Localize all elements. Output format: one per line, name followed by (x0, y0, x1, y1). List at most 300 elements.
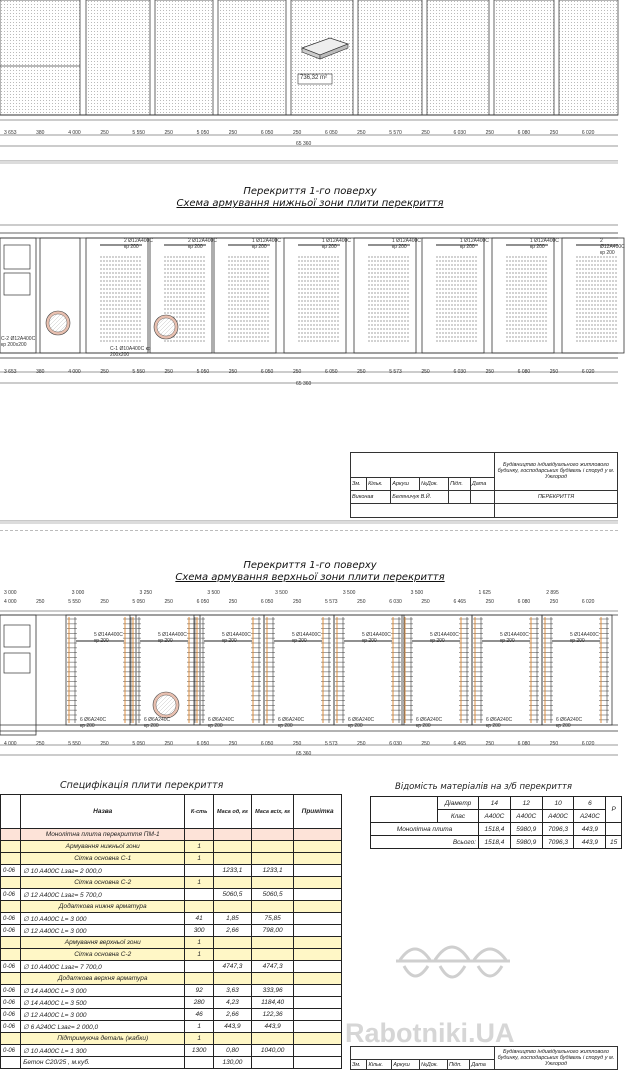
bar-step: кр 200 (392, 244, 407, 250)
bar-callouts (0, 632, 618, 652)
bar-mark: 5 Ø14A400C (94, 632, 123, 638)
table-row (1, 865, 342, 877)
table-cell: ∅ 10 A400C Lзаг= 7 700,0 (21, 961, 185, 973)
bar-mark: 1 Ø12A400C (530, 238, 559, 244)
table-cell (294, 925, 342, 937)
table-cell: ∅ 12 A400C L= 3 000 (21, 1009, 185, 1021)
table-row (1, 913, 342, 925)
bar-callout (348, 717, 374, 729)
dimension-label: 3 500 (410, 590, 424, 596)
table-cell (294, 1057, 342, 1069)
mat-cell: 1518,4 (479, 823, 511, 836)
dimension-label: 6 080 (517, 599, 531, 605)
table-cell: ∅ 12 A400C L= 3 000 (21, 925, 185, 937)
dimension-label: 3 653 (4, 369, 17, 375)
table-cell (1, 1033, 21, 1045)
bar-step: кр 200 (430, 638, 445, 644)
dimension-label: 6 465 (453, 599, 466, 605)
table-cell (294, 1045, 342, 1057)
table-cell (251, 841, 293, 853)
dimension-label: 6 080 (517, 130, 531, 136)
dimension-label: 250 (357, 741, 366, 747)
divider (0, 520, 618, 524)
table-row (1, 1057, 342, 1069)
table-cell (294, 1009, 342, 1021)
dimension-label: 250 (100, 599, 109, 605)
bar-callout (80, 717, 106, 729)
dimension-label: 6 050 (196, 599, 210, 605)
total-dimension: 65 360 (296, 751, 312, 757)
table-cell: 5060,5 (213, 889, 251, 901)
bar-callout (208, 717, 234, 729)
bar-mark: 5 Ø14A400C (500, 632, 529, 638)
divider-dashes (0, 530, 618, 532)
table-cell (294, 901, 342, 913)
table-row (1, 901, 342, 913)
table-cell: 0,80 (213, 1045, 251, 1057)
table-row (1, 925, 342, 937)
table-cell (185, 889, 214, 901)
bar-step: кр 200 (322, 244, 337, 250)
bar-mark: 6 Ø6A240C (144, 717, 171, 723)
table-cell: Підтримуюча деталь (жабки) (21, 1033, 185, 1045)
bar-callout (570, 632, 599, 644)
bar-callout (278, 717, 304, 729)
table-cell (294, 937, 342, 949)
bar-callout (144, 717, 170, 729)
table-cell (251, 937, 293, 949)
table-cell: ∅ 10 A400C L= 1 300 (21, 1045, 185, 1057)
dimension-label: 5 550 (68, 599, 81, 605)
extra-head: Р (606, 797, 622, 823)
dimension-label: 6 050 (260, 130, 274, 136)
bar-step: кр 200 (500, 638, 515, 644)
table-cell: 130,00 (213, 1057, 251, 1069)
stamp-header: Підп. (448, 1060, 470, 1070)
table-cell: 0-06 (1, 925, 21, 937)
table-cell (213, 1033, 251, 1045)
bar-callout (530, 238, 559, 250)
bar-step: кр 200 (208, 723, 223, 729)
stamp-header: №Док. (419, 1060, 447, 1070)
dimension-label: 250 (421, 130, 430, 136)
dimension-label: 4 000 (68, 130, 81, 136)
table-cell (251, 973, 293, 985)
table-cell: 4747,3 (213, 961, 251, 973)
table-cell: 443,9 (213, 1021, 251, 1033)
table-cell: 0-06 (1, 1021, 21, 1033)
table-cell: ∅ 10 A400C Lзаг= 2 000,0 (21, 865, 185, 877)
dimension-label: 250 (228, 741, 238, 747)
bar-mark: 5 Ø14A400C (292, 632, 321, 638)
table-cell: 2,66 (213, 925, 251, 937)
dimension-label: 6 030 (389, 741, 402, 747)
table-cell: 0-06 (1, 997, 21, 1009)
table-row (1, 937, 342, 949)
bar-mark: 5 Ø14A400C (570, 632, 599, 638)
dimension-label: 6 030 (389, 599, 402, 605)
diam-label: Діаметр (438, 797, 479, 810)
dimension-label: 6 030 (453, 130, 466, 136)
dimension-label: 250 (100, 741, 109, 747)
table-cell: 798,00 (251, 925, 293, 937)
table-cell: 1040,00 (251, 1045, 293, 1057)
table-cell: 1 (185, 853, 214, 865)
class-cell: A400C (510, 810, 542, 823)
stamp-header: Кільк. (367, 477, 391, 490)
table-cell (185, 973, 214, 985)
table-row (1, 889, 342, 901)
table-cell: 1 (185, 949, 214, 961)
bar-callout (124, 238, 153, 250)
plan-subtitle: Схема армування нижньої зони плити перекриття (176, 198, 444, 209)
bar-step: кр 200 (124, 244, 139, 250)
bar-mark: 1 Ø12A400C (252, 238, 281, 244)
dimension-label: 3 000 (4, 590, 17, 596)
col-note: Примітка (294, 795, 342, 829)
table-cell (1, 877, 21, 889)
table-cell: 1 (185, 877, 214, 889)
stamp-header: Зм. (351, 477, 367, 490)
table-cell (294, 841, 342, 853)
bar-mark: 5 Ø14A400C (158, 632, 187, 638)
dimension-label: 6 050 (260, 599, 274, 605)
dimension-row (0, 130, 618, 140)
bar-callout (158, 632, 187, 644)
rebar-block (100, 245, 142, 341)
table-cell: Сітка основна С-1 (21, 853, 185, 865)
mat-total-label: Всього: (371, 836, 479, 849)
mat-cell: 15 (606, 836, 622, 849)
table-cell: ∅ 10 A400C L= 3 000 (21, 913, 185, 925)
table-cell (294, 1021, 342, 1033)
table-cell (1, 937, 21, 949)
stamp-header: Дата (470, 1060, 495, 1070)
bar-callout (460, 238, 489, 250)
bar-callout (362, 632, 391, 644)
stamp-header: Підп. (449, 477, 471, 490)
table-cell: 1233,1 (251, 865, 293, 877)
col-unit: Маса од, кг (213, 795, 251, 829)
dimension-label: 5 050 (132, 741, 145, 747)
dimension-label: 250 (292, 741, 302, 747)
project-name: Будівництво індивідуального житлового будинку, господарських будівель і споруд у м. Ужгород (495, 1047, 618, 1070)
table-cell: 1,85 (213, 913, 251, 925)
dimension-label: 250 (549, 130, 559, 136)
dimension-label: 6 465 (453, 741, 466, 747)
dimension-label: 3 500 (275, 590, 288, 596)
area-label: 736,32 m² (300, 75, 328, 81)
diam-14: 14 (479, 797, 511, 810)
table-cell (294, 829, 342, 841)
dimension-label: 250 (549, 369, 559, 375)
table-cell: Сітка основна С-2 (21, 877, 185, 889)
stamp-header: Кільк. (367, 1060, 392, 1070)
dimension-label: 250 (357, 130, 366, 136)
mat-cell: 7096,3 (542, 836, 574, 849)
dimension-label: 250 (228, 130, 238, 136)
rebar-block (506, 245, 548, 341)
table-cell: 0-06 (1, 889, 21, 901)
table-cell: Додаткова нижня арматура (21, 901, 185, 913)
dimension-label: 6 050 (260, 369, 274, 375)
dimension-label: 6 020 (581, 599, 595, 605)
dimension-label: 250 (421, 369, 430, 375)
dimension-label: 250 (421, 599, 430, 605)
table-row (1, 1021, 342, 1033)
col-qty: К-сть (185, 795, 214, 829)
mat-cell: 1518,4 (479, 836, 511, 849)
mesh-label-2: С-2 Ø12A400С кр 200х200 (1, 336, 36, 348)
dimension-label: 1 625 (478, 590, 491, 596)
watermark-logo-icon (390, 930, 520, 990)
rebar-block (576, 245, 618, 341)
bar-step: кр 200 (416, 723, 431, 729)
dimension-label: 380 (36, 130, 45, 136)
table-cell (1, 949, 21, 961)
table-cell: 333,96 (251, 985, 293, 997)
dimension-label: 250 (485, 130, 494, 136)
table-row (1, 961, 342, 973)
table-cell: Армування нижньої зони (21, 841, 185, 853)
bar-mark: 6 Ø6A240C (278, 717, 305, 723)
bar-step: кр 200 (222, 638, 237, 644)
table-cell (185, 829, 214, 841)
dimension-label: 6 050 (196, 741, 210, 747)
table-row (1, 1009, 342, 1021)
class-cell: A240C (574, 810, 606, 823)
table-cell: Сітка основна С-2 (21, 949, 185, 961)
table-cell: 0-06 (1, 1009, 21, 1021)
title-block (350, 452, 618, 518)
table-cell (294, 961, 342, 973)
mesh-label: С-1 Ø10A400С кр 200х200 (110, 346, 151, 358)
table-cell: 1 (185, 937, 214, 949)
bar-callout (94, 632, 123, 644)
dimension-label: 250 (549, 599, 559, 605)
role: Виконав (351, 490, 391, 503)
table-cell: 3,63 (213, 985, 251, 997)
dimension-label: 6 080 (517, 741, 531, 747)
col-total: Маса всіх, кг (251, 795, 293, 829)
table-cell: 5060,5 (251, 889, 293, 901)
spec-table (0, 794, 342, 1069)
mat-cell: 5980,9 (510, 836, 542, 849)
mat-cell: 443,9 (574, 823, 606, 836)
mat-cell (606, 823, 622, 836)
plan-title: Перекриття 1-го поверху (243, 560, 377, 571)
bar-mark: 5 Ø14A400C (362, 632, 391, 638)
table-cell: 1 (185, 1033, 214, 1045)
dimension-label: 6 080 (517, 369, 531, 375)
bar-step: кр 200 (362, 638, 377, 644)
stamp-header: №Док. (419, 477, 448, 490)
dimension-label: 4 000 (68, 369, 81, 375)
bar-callout (486, 717, 512, 729)
table-cell: 4747,3 (251, 961, 293, 973)
bar-callout (392, 238, 421, 250)
dimension-label: 250 (100, 130, 109, 136)
table-cell: Бетон С20/25 , м.куб. (21, 1057, 185, 1069)
table-cell (294, 865, 342, 877)
mat-cell: 7096,3 (542, 823, 574, 836)
total-dimension: 65 360 (296, 381, 312, 387)
table-cell: ∅ 14 A400C L= 3 500 (21, 997, 185, 1009)
bar-step: кр 200 (556, 723, 571, 729)
dimension-label: 6 020 (581, 130, 595, 136)
dimension-label: 250 (485, 741, 494, 747)
plan-title: Перекриття 1-го поверху (243, 186, 377, 197)
stamp-header: Дата (470, 477, 494, 490)
watermark: Rabotniki.UA (345, 1018, 515, 1048)
table-row (1, 1045, 342, 1057)
dimension-label: 6 050 (260, 741, 274, 747)
bar-step: кр 200 (530, 244, 545, 250)
rebar-block (228, 245, 270, 341)
rebar-block (436, 245, 478, 341)
table-row (1, 985, 342, 997)
table-cell (294, 877, 342, 889)
col-name: Назва (21, 795, 185, 829)
table-cell: ∅ 6 A240C Lзаг= 2 000,0 (21, 1021, 185, 1033)
dimension-label: 250 (549, 741, 559, 747)
table-cell: 0-06 (1, 961, 21, 973)
bar-mark: 2 Ø12A400C (188, 238, 217, 244)
table-cell (294, 985, 342, 997)
dimension-label: 250 (100, 369, 109, 375)
dimension-label: 250 (36, 741, 45, 747)
dimension-label: 5 050 (196, 130, 210, 136)
dimension-label: 5 570 (389, 130, 402, 136)
bar-mark: 6 Ø6A240C (486, 717, 513, 723)
class-cell: A400C (542, 810, 574, 823)
table-cell (213, 937, 251, 949)
table-cell (294, 949, 342, 961)
dimension-label: 250 (164, 599, 173, 605)
stamp-header: Зм. (351, 1060, 367, 1070)
dimension-label: 5 550 (132, 130, 145, 136)
bar-mark: 1 Ø12A400C (392, 238, 421, 244)
dimension-label: 6 020 (581, 741, 595, 747)
bar-mark: 6 Ø6A240C (556, 717, 583, 723)
rebar-block (368, 245, 410, 341)
dimension-label: 250 (228, 369, 238, 375)
table-cell: 1233,1 (213, 865, 251, 877)
table-cell: 1 (185, 1021, 214, 1033)
table-cell (213, 829, 251, 841)
table-cell: Додаткова верхня арматура (21, 973, 185, 985)
bar-mark: 5 Ø14A400C (222, 632, 251, 638)
table-cell (1, 901, 21, 913)
table-cell: 0-06 (1, 1045, 21, 1057)
bar-callout (500, 632, 529, 644)
dimension-label: 250 (36, 599, 45, 605)
table-cell (185, 901, 214, 913)
bar-callout (188, 238, 217, 250)
bar-step: кр 200 (94, 638, 109, 644)
table-cell (213, 877, 251, 889)
bar-callouts-lower (0, 717, 618, 731)
project-name: Будівництво індивідуального житлового будинку, господарських будівель і споруд у м. Ужгород (495, 453, 618, 491)
bar-callout (600, 238, 625, 256)
stamp-header: Аркуш (392, 1060, 420, 1070)
bar-callout (556, 717, 582, 729)
dimension-label: 4 000 (4, 599, 17, 605)
table-cell: Армування верхньої зони (21, 937, 185, 949)
bar-callout (430, 632, 459, 644)
table-cell: ∅ 14 A400C L= 3 000 (21, 985, 185, 997)
stamp-header: Аркуш (391, 477, 420, 490)
table-cell (185, 1057, 214, 1069)
table-cell: 92 (185, 985, 214, 997)
table-cell (1, 1057, 21, 1069)
table-cell (294, 889, 342, 901)
table-cell: 0-06 (1, 865, 21, 877)
table-cell: 300 (185, 925, 214, 937)
bar-mark: 1 Ø12A400C (460, 238, 489, 244)
table-cell (294, 853, 342, 865)
dimension-label: 2 895 (546, 590, 559, 596)
table-cell: 75,85 (251, 913, 293, 925)
mat-cell: 443,9 (574, 836, 606, 849)
table-cell (213, 841, 251, 853)
table-cell: 280 (185, 997, 214, 1009)
divider (0, 160, 618, 164)
table-cell: 46 (185, 1009, 214, 1021)
bar-step: кр 200 (252, 244, 267, 250)
dimension-label: 6 030 (453, 369, 466, 375)
total-dimension: 65 360 (296, 141, 312, 147)
table-row (1, 973, 342, 985)
bar-callout (222, 632, 251, 644)
table-row (1, 841, 342, 853)
table-cell: Монолітна плита перекриття ПМ-1 (21, 829, 185, 841)
dimension-label: 250 (292, 369, 302, 375)
dimension-label: 5 050 (132, 599, 145, 605)
table-row (1, 1033, 342, 1045)
bar-step: кр 200 (144, 723, 159, 729)
table-cell (251, 1057, 293, 1069)
table-cell: ∅ 12 A400C Lзаг= 5 700,0 (21, 889, 185, 901)
dimension-row (0, 369, 618, 379)
dimension-label: 5 550 (132, 369, 145, 375)
diam-12: 12 (510, 797, 542, 810)
dimension-label: 4 000 (4, 741, 17, 747)
dimension-label: 250 (357, 599, 366, 605)
table-cell (251, 877, 293, 889)
class-cell: A400C (479, 810, 511, 823)
table-cell (294, 913, 342, 925)
table-cell: 1300 (185, 1045, 214, 1057)
table-cell (213, 949, 251, 961)
bar-mark: 5 Ø14A400C (430, 632, 459, 638)
dimension-label: 5 573 (325, 599, 338, 605)
table-cell (213, 973, 251, 985)
bar-callouts (0, 238, 625, 258)
table-cell: 122,36 (251, 1009, 293, 1021)
dimension-label: 250 (421, 741, 430, 747)
dimension-label: 3 500 (342, 590, 356, 596)
materials-table (370, 796, 618, 849)
dimension-label: 250 (485, 599, 494, 605)
bar-step: кр 200 (486, 723, 501, 729)
bar-mark: 6 Ø6A240C (416, 717, 443, 723)
author: Беляничук В.Й. (391, 490, 449, 503)
dimension-label: 250 (164, 130, 173, 136)
diam-10: 10 (542, 797, 574, 810)
dimension-label: 3 500 (207, 590, 220, 596)
table-cell (294, 973, 342, 985)
